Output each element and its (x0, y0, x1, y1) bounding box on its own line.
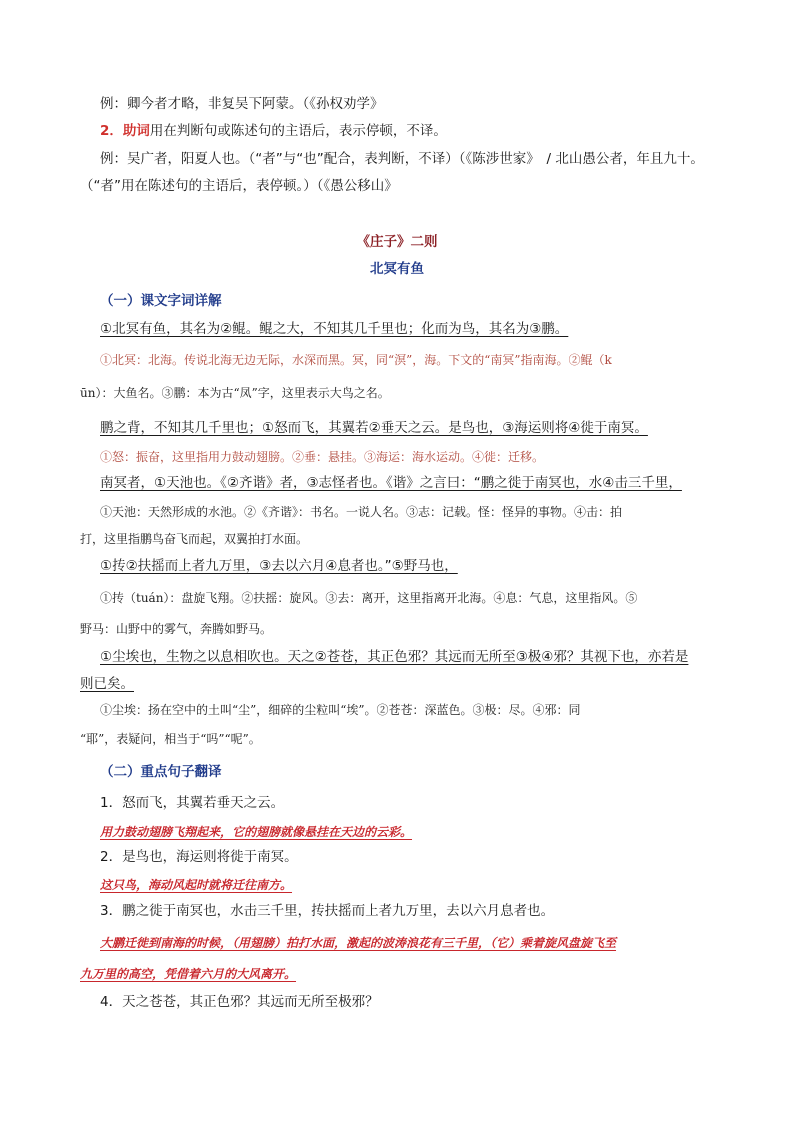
text-sentence-2: 鹏之背，不知其几千里也；①怒而飞，其翼若②垂天之云。是鸟也，③海运则将④徙于南冥。 (100, 420, 648, 436)
annotation-2: ①怒：振奋，这里指用力鼓动翅膀。②垂：悬挂。③海运：海水运动。④徙：迁移。 (100, 450, 545, 464)
answer-3b: 九万里的高空，凭借着六月的大风离开。 (80, 967, 297, 981)
annotation-1a (100, 350, 730, 370)
question-4: 4．天之苍苍，其正色邪？其远而无所至极邪？ (100, 994, 379, 1010)
section-title: 《庄子》二则 (356, 234, 438, 250)
annotation-4b: 野马：山野中的雾气，奔腾如野马。 (80, 622, 273, 636)
text-sentence-4: ①抟②扶摇而上者九万里，③去以六月④息者也。”⑤野马也， (100, 558, 458, 574)
annotation-1a-text: ①北冥：北海。传说北海无边无际，水深而黑。冥，同“溟”，海。下文的“南冥”指南海。②鲲（k (100, 353, 612, 367)
text-sentence-1: ①北冥有鱼，其名为②鲲。鲲之大，不知其几千里也；化而为鸟，其名为③鹏。 (100, 321, 569, 337)
item-2-particle (100, 121, 730, 141)
item-2-text: 用在判断句或陈述句的主语后，表示停顿，不译。 (149, 123, 447, 139)
subsection-vocabulary: （一）课文字词详解 (100, 293, 222, 309)
annotation-3b: 打，这里指鹏鸟奋飞而起，双翼拍打水面。 (80, 532, 309, 546)
example-sunquan: 例：卿今者才略，非复吴下阿蒙。（《孙权劝学》 (100, 96, 384, 112)
example-yugong: （“者”用在陈述句的主语后，表停顿。）（《愚公移山》 (80, 178, 398, 194)
annotation-5b: “耶”，表疑问，相当于“吗”“呢”。 (80, 732, 261, 746)
annotation-4a: ①抟（tuán）：盘旋飞翔。②扶摇：旋风。③去：离开，这里指离开北海。④息：气息，这里指风。⑤ (100, 591, 638, 605)
annotation-3a: ①天池：天然形成的水池。②《齐谐》：书名。一说人名。③志：记载。怪：怪异的事物。④击：拍 (100, 505, 623, 519)
subsection-translation: （二）重点句子翻译 (100, 764, 222, 780)
question-2: 2．是鸟也，海运则将徙于南冥。 (100, 849, 298, 865)
text-sentence-3: 南冥者，①天池也。《②齐谐》者，③志怪者也。《谐》之言曰：“鹏之徙于南冥也，水④击三千里， (100, 475, 682, 491)
annotation-5a: ①尘埃：扬在空中的土叫“尘”，细碎的尘粒叫“埃”。②苍苍：深蓝色。③极：尽。④邪：同 (100, 703, 581, 717)
answer-3a: 大鹏迁徙到南海的时候，（用翅膀）拍打水面，激起的波涛浪花有三千里，（它）乘着旋风盘旋飞至 (100, 936, 617, 950)
item-2-number: 2． (100, 123, 123, 139)
text-sentence-5b: 则已矣。 (80, 676, 134, 692)
annotation-1b: ūn）：大鱼名。③鹏：本为古“凤”字，这里表示大鸟之名。 (80, 386, 390, 400)
question-3: 3．鹏之徙于南冥也，水击三千里，抟扶摇而上者九万里，去以六月息者也。 (100, 903, 555, 919)
answer-2: 这只鸟，海动风起时就将迁往南方。 (100, 878, 293, 892)
text-sentence-5a: ①尘埃也，生物之以息相吹也。天之②苍苍，其正色邪？其远而无所至③极④邪？其视下也，亦若是 (100, 649, 689, 665)
answer-1: 用力鼓动翅膀飞翔起来，它的翅膀就像悬挂在天边的云彩。 (100, 825, 413, 839)
item-2-term: 助词 (122, 123, 150, 139)
section-subtitle: 北冥有鱼 (370, 261, 424, 277)
example-chensheng: 例：吴广者，阳夏人也。（“者”与“也”配合，表判断，不译）（《陈涉世家》 / 北山愚公者，年且九十。 (100, 151, 704, 167)
question-1: 1．怒而飞，其翼若垂天之云。 (100, 795, 285, 811)
